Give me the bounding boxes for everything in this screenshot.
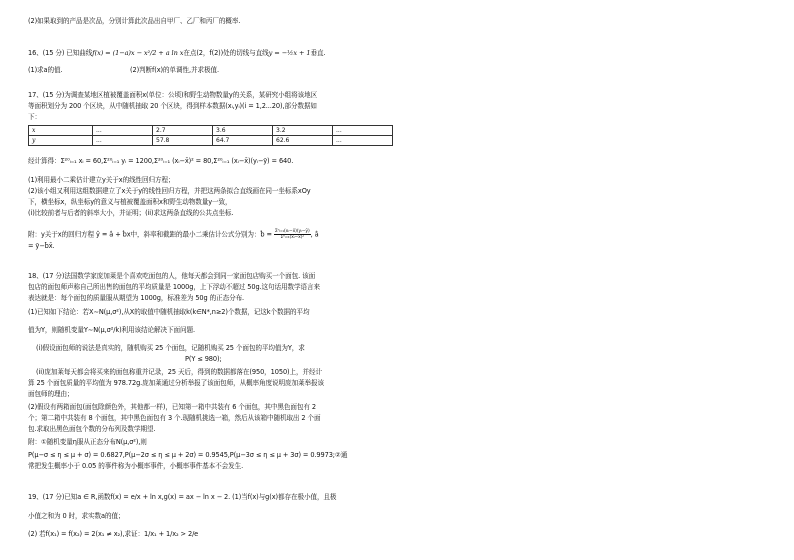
q18-line3: 表达就是：每个面包的质量服从期望为 1000g，标准差为 50g 的正态分布. — [28, 294, 245, 302]
q16-part2: (2)判断f(x)的单调性,并求极值. — [130, 66, 219, 74]
q17-part2a: (2)该小组又利用这组数据建立了x关于y的线性回归方程，并把这两条拟合直线画在同一坐标系xOy — [28, 187, 311, 195]
table-cell: ... — [333, 136, 393, 146]
fraction-denominator: Σⁿᵢ₌₁(xᵢ−x̄)² — [280, 235, 305, 240]
q16-part1: (1)求a的值. — [28, 66, 63, 74]
q18-line12: 个；第二箱中共装有 8 个面包，其中黑色面包有 3 个.现随机挑选一箱，然后从该箱中随机取出 2 个面 — [28, 414, 321, 422]
table-cell: 64.7 — [213, 136, 273, 146]
q17-line3: 下： — [28, 113, 41, 121]
q18-line13: 包.求取出黑色面包个数的分布列及数学期望. — [28, 425, 156, 433]
q17-stats: 经计算得：Σ²⁰ᵢ₌₁ xᵢ = 60,Σ²⁰ᵢ₌₁ yᵢ = 1200,Σ²⁰ᵢ₌₁ (xᵢ−x̄)² = 80,Σ²⁰ᵢ₌₁ (xᵢ−x̄)(yᵢ−ȳ) = 640. — [28, 157, 294, 165]
q18-line1: 18、(17 分)法国数学家庞加莱是个喜欢吃面包的人，他每天都会到同一家面包店购买一个面包. 该面 — [28, 272, 316, 280]
q17-note-prefix: 附：y关于x的回归方程 ŷ = â + b̂x中，斜率和截距的最小二乘估计公式分别为：b̂ = — [28, 230, 272, 239]
q15-part2: (2)如果取到的产品是次品，分别计算此次品出自甲厂、乙厂和丙厂的概率. — [28, 17, 241, 25]
q16-stem — [28, 49, 325, 58]
table-cell: 3.6 — [213, 126, 273, 136]
q16-stem-prefix: 16、(15 分) 已知曲线 — [28, 49, 93, 57]
table-cell: ... — [93, 136, 153, 146]
q18-line6: (i)假设面包师的说法是真实的，随机购买 25 个面包，记随机购买 25 个面包的平均值为Y，求 — [36, 344, 305, 352]
q19-line3: (2) 若f(x₁) = f(x₂) = 2(x₁ ≠ x₂),求证：1/x₁ + 1/x₂ > 2/e — [28, 530, 199, 538]
table-cell: 62.6 — [273, 136, 333, 146]
table-cell: 3.2 — [273, 126, 333, 136]
fraction-numerator: Σⁿᵢ₌₁(xᵢ−x̄)(yᵢ−ȳ) — [274, 229, 310, 234]
q18-line9: 算 25 个面包质量的平均值为 978.72g.庞加莱通过分析举报了该面包师，从概率角度说明庞加莱举报该 — [28, 379, 324, 387]
q18-line16: 常把发生概率小于 0.05 的事件称为小概率事件，小概率事件基本不会发生. — [28, 462, 244, 470]
table-cell: x — [29, 126, 93, 136]
q17-part2c: (i)比较前者与后者的斜率大小，并证明；(ii)求这两条直线的公共点坐标. — [28, 209, 234, 217]
q18-line14: 附：①随机变量η服从正态分布N(μ,σ²),则 — [28, 438, 147, 446]
table-cell: 57.8 — [153, 136, 213, 146]
q19-line1: 19、(17 分)已知a ∈ R,函数f(x) = e/x + ln x,g(x) = ax − ln x − 2. (1)当f(x)与g(x)都存在极小值，且极 — [28, 493, 337, 501]
table-cell: 2.7 — [153, 126, 213, 136]
q19-line2: 小值之和为 0 时，求实数a的值； — [28, 512, 125, 520]
q16-stem-middle: 在点(2，f(2))处的切线与直线 — [183, 49, 269, 57]
q18-line11: (2)假设有两箱面包(面包除颜色外，其他都一样)，已知第一箱中共装有 6 个面包，其中黑色面包有 2 — [28, 403, 316, 411]
q17-slope-fraction — [274, 229, 311, 240]
q16-stem-suffix: 垂直. — [310, 49, 326, 57]
q18-line5: 值为Y，则随机变量Y∼N(μ,σ²/k)利用该结论解决下面问题. — [28, 326, 195, 334]
table-cell: ... — [93, 126, 153, 136]
q18-line2: 包店的面包师声称自己所出售的面包的平均质量是 1000g，上下浮动不超过 50g.这句话用数学语言来 — [28, 283, 320, 291]
q17-part1: (1)利用最小二乘估计建立y关于x的线性回归方程； — [28, 176, 175, 184]
q18-line7: P(Y ≤ 980); — [185, 355, 222, 363]
table-row — [29, 126, 393, 136]
q17-note-line2: = ȳ−b̂x̄. — [28, 242, 55, 250]
q17-line2: 等面积划分为 200 个区块，从中随机抽取 20 个区块，得到样本数据(xᵢ,yᵢ)(i = 1,2...20),部分数据如 — [28, 102, 317, 110]
q17-data-table — [28, 125, 393, 146]
table-cell: ... — [333, 126, 393, 136]
q16-line: y = −½x + 1 — [268, 49, 311, 57]
q17-part2b: 下，横坐标x，纵坐标y的意义与植被覆盖面积x和野生动物数量y一致， — [28, 198, 232, 206]
table-cell: y — [29, 136, 93, 146]
q18-line4: (1)已知如下结论：若X∼N(μ,σ²),从X的取值中随机抽取k(k∈N*,n≥2)个数据，记这k个数据的平均 — [28, 308, 310, 316]
q17-line1: 17、(15 分)为调查某地区植被覆盖面积x(单位：公顷)和野生动物数量y的关系，某研究小组将该地区 — [28, 91, 318, 99]
q16-function: f(x) = (1−a)x − x²/2 + a ln x — [92, 49, 184, 57]
table-row — [29, 136, 393, 146]
q18-line8: (ii)庞加莱每天都会将买来的面包称重并记录，25 天后，得到的数据都落在(950，1050)上，并经计 — [36, 368, 322, 376]
q17-note-suffix: , â — [310, 230, 319, 239]
q18-line15: P(μ−σ ≤ η ≤ μ + σ) = 0.6827,P(μ−2σ ≤ η ≤ μ + 2σ) = 0.9545,P(μ−3σ ≤ η ≤ μ + 3σ) = 0.9973;②通 — [28, 451, 348, 459]
q18-line10: 面包师的理由； — [28, 390, 74, 398]
q17-note — [28, 229, 319, 240]
